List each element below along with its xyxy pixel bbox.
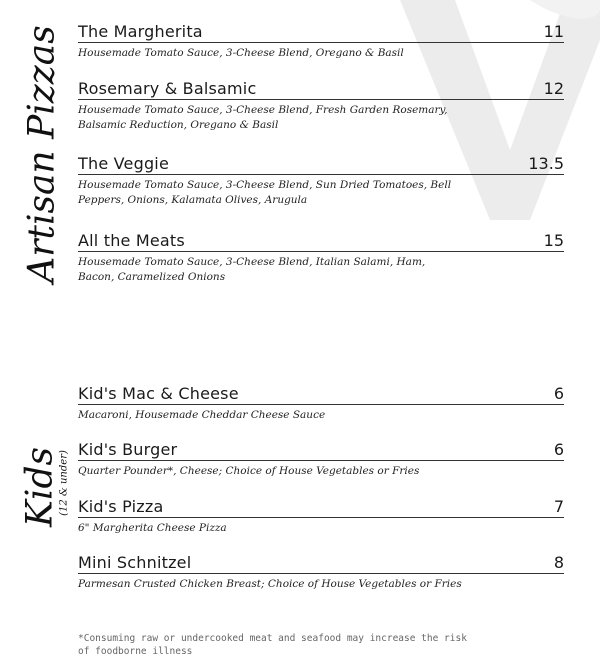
kids-heading: Kids (19, 447, 61, 527)
item-price: 6 (553, 440, 564, 459)
item-description: Housemade Tomato Sauce, 3-Cheese Blend, Sun Dried Tomatoes, Bell Peppers, Onions, Kalamata Olives, Arugula (78, 179, 452, 206)
item-price: 8 (553, 553, 564, 572)
item-description: 6" Margherita Cheese Pizza (78, 522, 227, 534)
menu-item (78, 553, 564, 592)
item-name: Kid's Pizza (78, 497, 164, 516)
item-price: 6 (553, 384, 564, 403)
item-name: All the Meats (78, 231, 185, 250)
item-price: 15 (543, 231, 564, 250)
item-price: 12 (543, 79, 564, 98)
menu-item (78, 384, 564, 423)
item-description: Housemade Tomato Sauce, 3-Cheese Blend, Fresh Garden Rosemary, Balsamic Reduction, Oregano & Basil (78, 104, 448, 131)
item-name: Kid's Mac & Cheese (78, 384, 239, 403)
item-description: Macaroni, Housemade Cheddar Cheese Sauce (78, 409, 326, 421)
item-description: Housemade Tomato Sauce, 3-Cheese Blend, Italian Salami, Ham, Bacon, Caramelized Onions (78, 256, 426, 283)
menu-item (78, 154, 564, 208)
food-safety-footnote: *Consuming raw or undercooked meat and seafood may increase the risk of foodborne illness (78, 633, 467, 657)
item-price: 7 (553, 497, 564, 516)
menu-item (78, 440, 564, 479)
menu-item (78, 231, 564, 285)
menu-item (78, 79, 564, 133)
artisan-pizzas-heading: Artisan Pizzas (21, 25, 63, 283)
item-name: Rosemary & Balsamic (78, 79, 257, 98)
item-price: 13.5 (528, 154, 564, 173)
item-description: Quarter Pounder*, Cheese; Choice of House Vegetables or Fries (78, 465, 420, 477)
item-name: Mini Schnitzel (78, 553, 192, 572)
item-description: Parmesan Crusted Chicken Breast; Choice of House Vegetables or Fries (78, 578, 462, 590)
item-name: The Veggie (78, 154, 169, 173)
kids-age-note: (12 & under) (58, 450, 70, 516)
menu-item (78, 22, 564, 61)
item-name: Kid's Burger (78, 440, 178, 459)
item-name: The Margherita (78, 22, 203, 41)
item-price: 11 (543, 22, 564, 41)
item-description: Housemade Tomato Sauce, 3-Cheese Blend, Oregano & Basil (78, 47, 404, 59)
menu-item (78, 497, 564, 536)
